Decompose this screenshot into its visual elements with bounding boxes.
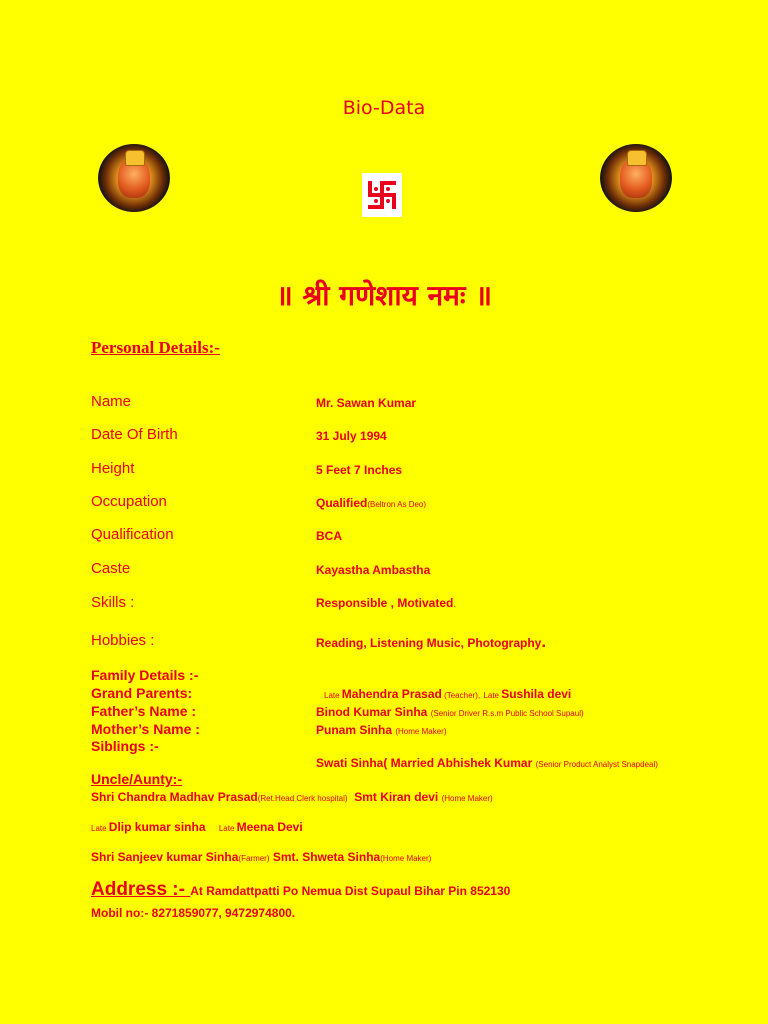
address-line	[91, 879, 510, 901]
personal-details-heading: Personal Details:-	[91, 338, 220, 357]
swastika-icon	[362, 173, 402, 217]
uncle-aunty-line-3: Shri Sanjeev kumar Sinha(Farmer) Smt. Shweta Sinha(Home Maker)	[91, 850, 432, 864]
dob-label: Date Of Birth	[91, 426, 178, 443]
occupation-note: (Beltron As Deo)	[367, 500, 427, 509]
caste-value: Kayastha Ambastha	[316, 563, 431, 577]
skills-value: Responsible , Motivated.	[316, 596, 457, 610]
qualification-label: Qualification	[91, 526, 174, 543]
address-value: At Ramdattpatti Po Nemua Dist Supaul Bihar Pin 852130	[190, 884, 511, 898]
height-label: Height	[91, 460, 135, 477]
mobile-line: Mobil no:- 8271859077, 9472974800.	[91, 906, 296, 920]
father-value: Binod Kumar Sinha (Senior Driver R.s.m Public School Supaul)	[316, 705, 584, 719]
qualification-value: BCA	[316, 529, 342, 543]
occupation-value: Qualified(Beltron As Deo)	[316, 496, 427, 510]
ganesh-image	[600, 144, 672, 212]
siblings-label: Siblings :-	[91, 738, 159, 754]
uncle-aunty-heading: Uncle/Aunty:-	[91, 771, 182, 787]
family-details-heading: Family Details :-	[91, 667, 199, 683]
uncle-aunty-line-2: Late Dlip kumar sinha Late Meena Devi	[91, 820, 303, 834]
siblings-value: Swati Sinha( Married Abhishek Kumar (Senior Product Analyst Snapdeal)	[316, 756, 658, 770]
hobbies-label: Hobbies :	[91, 632, 155, 649]
name-value: Mr. Sawan Kumar	[316, 396, 417, 410]
uncle-aunty-line-1: Shri Chandra Madhav Prasad(Ret.Head Clerk hospital) Smt Kiran devi (Home Maker)	[91, 790, 493, 804]
height-value: 5 Feet 7 Inches	[316, 463, 403, 477]
dob-value: 31 July 1994	[316, 429, 387, 443]
skills-label: Skills :	[91, 594, 135, 611]
caste-label: Caste	[91, 560, 131, 577]
hobbies-value: Reading, Listening Music, Photography.	[316, 632, 547, 651]
name-label: Name	[91, 393, 132, 410]
address-label: Address :-	[91, 879, 191, 900]
grand-parents-label: Grand Parents:	[91, 685, 193, 701]
mother-label: Mother’s Name :	[91, 721, 200, 737]
father-label: Father’s Name :	[91, 703, 197, 719]
mantra-heading: ॥ श्री गणेशाय नमः ॥	[275, 279, 493, 312]
mother-value: Punam Sinha (Home Maker)	[316, 723, 447, 737]
page-title: Bio-Data	[342, 97, 426, 119]
occupation-label: Occupation	[91, 493, 167, 510]
grand-parents-value: Late Mahendra Prasad (Teacher), Late Sushila devi	[324, 687, 572, 701]
ganesh-image	[98, 144, 170, 212]
